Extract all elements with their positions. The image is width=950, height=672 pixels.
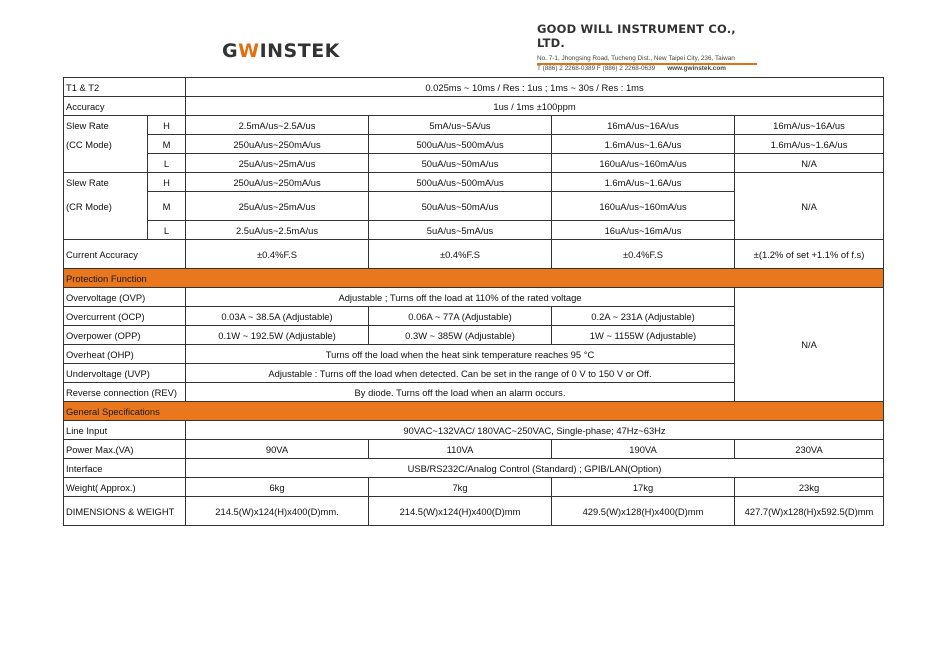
mode-label: M	[148, 135, 186, 154]
table-row	[64, 116, 884, 135]
cell-value: 25uA/us~25mA/us	[186, 154, 369, 173]
mode-label: H	[148, 173, 186, 192]
cell-value: 90VA	[186, 440, 369, 459]
cell-value: ±0.4%F.S	[552, 240, 735, 269]
cell-value: 500uA/us~500mA/us	[369, 135, 552, 154]
row-label: Slew Rate	[64, 173, 148, 192]
cell-value: 5mA/us~5A/us	[369, 116, 552, 135]
mode-label: L	[148, 154, 186, 173]
cell-value: 160uA/us~160mA/us	[552, 154, 735, 173]
company-name: GOOD WILL INSTRUMENT CO., LTD.	[537, 22, 736, 50]
table-row	[64, 78, 884, 97]
cell-value: ±0.4%F.S	[369, 240, 552, 269]
row-label: Overheat (OHP)	[64, 345, 186, 364]
cell-value: 6kg	[186, 478, 369, 497]
table-row	[64, 440, 884, 459]
cell-value: N/A	[735, 288, 884, 402]
cell-value: 2.5uA/us~2.5mA/us	[186, 221, 369, 240]
section-title: General Specifications	[64, 402, 884, 421]
table-row	[64, 421, 884, 440]
section-header	[64, 402, 884, 421]
cell-value: N/A	[735, 154, 884, 173]
cell-value: 1.6mA/us~1.6A/us	[552, 135, 735, 154]
table-row	[64, 478, 884, 497]
cell-value: 230VA	[735, 440, 884, 459]
row-label: DIMENSIONS & WEIGHT	[64, 497, 186, 526]
table-row	[64, 135, 884, 154]
table-row	[64, 173, 884, 192]
cell-value: 90VAC~132VAC/ 180VAC~250VAC, Single-phase; 47Hz~63Hz	[186, 421, 884, 440]
cell-value: 429.5(W)x128(H)x400(D)mm	[552, 497, 735, 526]
row-label-empty	[64, 154, 148, 173]
cell-value: 16mA/us~16A/us	[735, 116, 884, 135]
row-label: Current Accuracy	[64, 240, 186, 269]
company-website: www.gwinstek.com	[667, 65, 726, 72]
cell-value: 50uA/us~50mA/us	[369, 154, 552, 173]
cell-value: 0.03A ~ 38.5A (Adjustable)	[186, 307, 369, 326]
table-row	[64, 154, 884, 173]
cell-value: 250uA/us~250mA/us	[186, 135, 369, 154]
cell-value: Turns off the load when the heat sink temperature reaches 95 °C	[186, 345, 735, 364]
row-label: Undervoltage (UVP)	[64, 364, 186, 383]
company-contact	[537, 65, 767, 72]
cell-value: 0.06A ~ 77A (Adjustable)	[369, 307, 552, 326]
spec-table	[63, 77, 884, 526]
cell-value: 0.2A ~ 231A (Adjustable)	[552, 307, 735, 326]
cell-value: USB/RS232C/Analog Control (Standard) ; GPIB/LAN(Option)	[186, 459, 884, 478]
row-label: Line Input	[64, 421, 186, 440]
cell-value: 16uA/us~16mA/us	[552, 221, 735, 240]
cell-value: 427.7(W)x128(H)x592.5(D)mm	[735, 497, 884, 526]
row-label: T1 & T2	[64, 78, 186, 97]
row-label: (CC Mode)	[64, 135, 148, 154]
mode-label: L	[148, 221, 186, 240]
mode-label: M	[148, 192, 186, 221]
header-divider	[537, 63, 757, 65]
row-label: Overpower (OPP)	[64, 326, 186, 345]
cell-value: 0.3W ~ 385W (Adjustable)	[369, 326, 552, 345]
cell-value: 1W ~ 1155W (Adjustable)	[552, 326, 735, 345]
cell-value: 1.6mA/us~1.6A/us	[735, 135, 884, 154]
cell-value: 214.5(W)x124(H)x400(D)mm.	[186, 497, 369, 526]
table-row	[64, 288, 884, 307]
cell-value: 500uA/us~500mA/us	[369, 173, 552, 192]
cell-value: 1us / 1ms ±100ppm	[186, 97, 884, 116]
row-label: Overvoltage (OVP)	[64, 288, 186, 307]
cell-value: 17kg	[552, 478, 735, 497]
cell-value: 0.1W ~ 192.5W (Adjustable)	[186, 326, 369, 345]
table-row	[64, 497, 884, 526]
cell-value: 23kg	[735, 478, 884, 497]
cell-value: 5uA/us~5mA/us	[369, 221, 552, 240]
row-label: Overcurrent (OCP)	[64, 307, 186, 326]
cell-value: 250uA/us~250mA/us	[186, 173, 369, 192]
row-label: Slew Rate	[64, 116, 148, 135]
table-row	[64, 459, 884, 478]
cell-value: By diode. Turns off the load when an alarm occurs.	[186, 383, 735, 402]
row-label: Interface	[64, 459, 186, 478]
row-label: Power Max.(VA)	[64, 440, 186, 459]
row-label: Reverse connection (REV)	[64, 383, 186, 402]
cell-value: 7kg	[369, 478, 552, 497]
cell-value: Adjustable ; Turns off the load at 110% of the rated voltage	[186, 288, 735, 307]
cell-value: Adjustable : Turns off the load when detected. Can be set in the range of 0 V to 150 V or Off.	[186, 364, 735, 383]
section-header	[64, 269, 884, 288]
cell-value: 1.6mA/us~1.6A/us	[552, 173, 735, 192]
table-row	[64, 240, 884, 269]
row-label-empty	[64, 221, 148, 240]
gwinstek-logo: GWINSTEK	[222, 40, 340, 62]
cell-value: 50uA/us~50mA/us	[369, 192, 552, 221]
cell-value: ±0.4%F.S	[186, 240, 369, 269]
cell-value: 16mA/us~16A/us	[552, 116, 735, 135]
row-label: Accuracy	[64, 97, 186, 116]
cell-value: 0.025ms ~ 10ms / Res : 1us ; 1ms ~ 30s / Res : 1ms	[186, 78, 884, 97]
cell-value: 160uA/us~160mA/us	[552, 192, 735, 221]
row-label: (CR Mode)	[64, 192, 148, 221]
cell-value: N/A	[735, 173, 884, 240]
cell-value: 190VA	[552, 440, 735, 459]
mode-label: H	[148, 116, 186, 135]
company-address: No. 7-1, Jhongsing Road, Tucheng Dist., New Taipei City, 236, Taiwan	[537, 55, 735, 62]
row-label: Weight( Approx.)	[64, 478, 186, 497]
cell-value: ±(1.2% of set +1.1% of f.s)	[735, 240, 884, 269]
company-phone: T (886) 2 2268-0389 F (886) 2 2268-0639	[537, 65, 656, 72]
cell-value: 25uA/us~25mA/us	[186, 192, 369, 221]
cell-value: 110VA	[369, 440, 552, 459]
cell-value: 214.5(W)x124(H)x400(D)mm	[369, 497, 552, 526]
table-row	[64, 97, 884, 116]
section-title: Protection Function	[64, 269, 884, 288]
cell-value: 2.5mA/us~2.5A/us	[186, 116, 369, 135]
